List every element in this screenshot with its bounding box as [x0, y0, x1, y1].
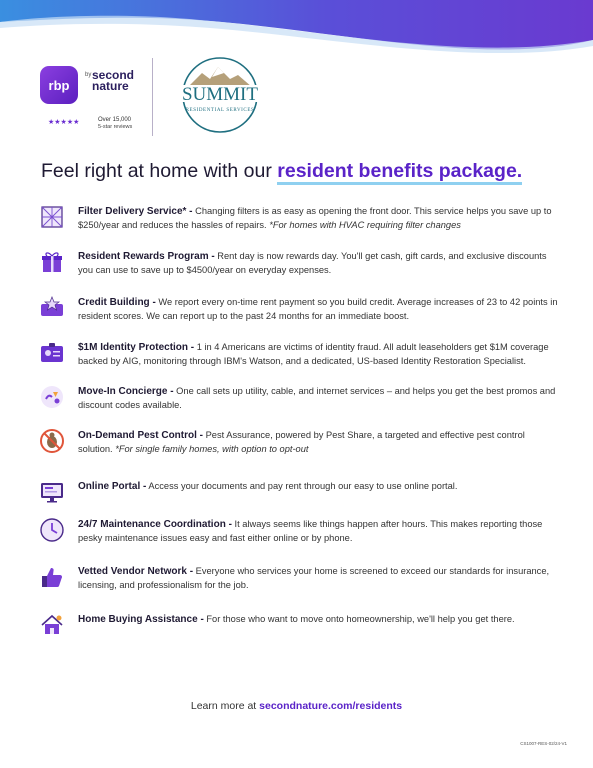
headline-lead: Feel right at home with our	[41, 160, 278, 182]
benefit-identity-protection	[38, 341, 558, 367]
benefit-maintenance	[38, 518, 558, 544]
gift-icon	[38, 248, 66, 276]
concierge-icon	[38, 383, 66, 411]
summit-wordmark: SUMMIT	[181, 84, 259, 105]
benefit-title: Credit Building -	[78, 297, 156, 308]
summit-subtitle: RESIDENTIAL SERVICES	[185, 108, 255, 113]
no-pest-icon	[38, 427, 66, 455]
benefit-note: *For homes with HVAC requiring filter changes	[269, 219, 461, 230]
benefit-title: $1M Identity Protection -	[78, 342, 195, 353]
footer-link[interactable]: secondnature.com/residents	[259, 700, 403, 712]
id-card-icon	[38, 339, 66, 367]
benefit-text: Rent day is now rewards day. You'll get cash, gift cards, and exclusive discounts you can use to save up to $4500/year on everyday expenses.	[78, 251, 547, 275]
footer-lead: Learn more at	[190, 700, 260, 712]
benefit-filter-delivery	[38, 205, 558, 231]
filter-icon	[38, 203, 66, 231]
second-nature-logo-text: second nature	[92, 68, 135, 93]
benefit-move-in-concierge	[38, 385, 558, 411]
benefit-title: Move-In Concierge -	[78, 386, 174, 397]
home-buying-icon	[38, 611, 66, 639]
benefit-title: Home Buying Assistance -	[78, 614, 204, 625]
rbp-logo-text: rbp	[48, 77, 70, 93]
benefit-title: 24/7 Maintenance Coordination -	[78, 519, 232, 530]
footer-cta	[0, 700, 593, 712]
rating-stars: ★★★★★	[48, 119, 80, 126]
benefit-title: On-Demand Pest Control -	[78, 430, 204, 441]
logo-divider	[152, 58, 153, 136]
monitor-icon	[38, 478, 66, 506]
page-headline	[41, 160, 522, 183]
benefit-text: Access your documents and pay rent through our easy to use online portal.	[146, 481, 458, 491]
benefit-resident-rewards	[38, 250, 558, 276]
clock-icon	[38, 516, 66, 544]
benefit-title: Filter Delivery Service* -	[78, 206, 193, 217]
benefit-text: We report every on-time rent payment so you build credit. Average increases of 23 to 42 points in resident scores. We can report up to the past 24 months for an immediate boost.	[78, 297, 558, 321]
benefit-note: *For single family homes, with option to opt-out	[115, 443, 309, 454]
rating-count: Over 15,000	[98, 117, 132, 123]
headline-accent: resident benefits package.	[277, 160, 522, 185]
header-wave	[0, 0, 593, 62]
benefit-title: Online Portal -	[78, 481, 147, 492]
benefit-text: Everyone who services your home is screened to exceed our standards for insurance, licensing, and professionalism for the job.	[78, 566, 550, 590]
rbp-logo	[40, 66, 78, 104]
credit-star-icon	[38, 294, 66, 322]
benefit-pest-control	[38, 429, 558, 455]
benefit-vendor-network	[38, 565, 558, 591]
document-code: CS1007-RES-02/24-V1	[520, 741, 567, 746]
benefit-text: One call sets up utility, cable, and internet services – and helps you get the best promos and discount codes available.	[78, 386, 556, 410]
benefit-text: Changing filters is as easy as opening the front door. This service helps you save up to $250/year and reduces the hassles of repairs.	[78, 206, 552, 230]
benefit-text: 1 in 4 Americans are victims of identity fraud. All adult leaseholders get $1M coverage backed by AIG, monitoring through IBM's Watson, and a dedicated, US-based Identity Restoration Specialist.	[78, 342, 549, 366]
benefit-title: Resident Rewards Program -	[78, 251, 215, 262]
benefit-home-buying	[38, 613, 558, 639]
benefit-title: Vetted Vendor Network -	[78, 566, 194, 577]
logo-area	[40, 58, 300, 138]
summit-logo	[160, 55, 280, 139]
rating-subtext: 5-star reviews	[98, 124, 133, 130]
by-label: by	[85, 72, 92, 78]
benefit-text: It always seems like things happen after hours. This makes reporting those pesky maintenance issues easy and fast either online or by phone.	[78, 519, 543, 543]
benefit-credit-building	[38, 296, 558, 322]
benefit-online-portal	[38, 480, 558, 506]
benefit-text: Pest Assurance, powered by Pest Share, a targeted and effective pest control solution.	[78, 430, 525, 454]
thumbs-up-icon	[38, 563, 66, 591]
rating-text	[98, 117, 132, 131]
benefit-text: For those who want to move onto homeownership, we'll help you get there.	[203, 614, 515, 624]
